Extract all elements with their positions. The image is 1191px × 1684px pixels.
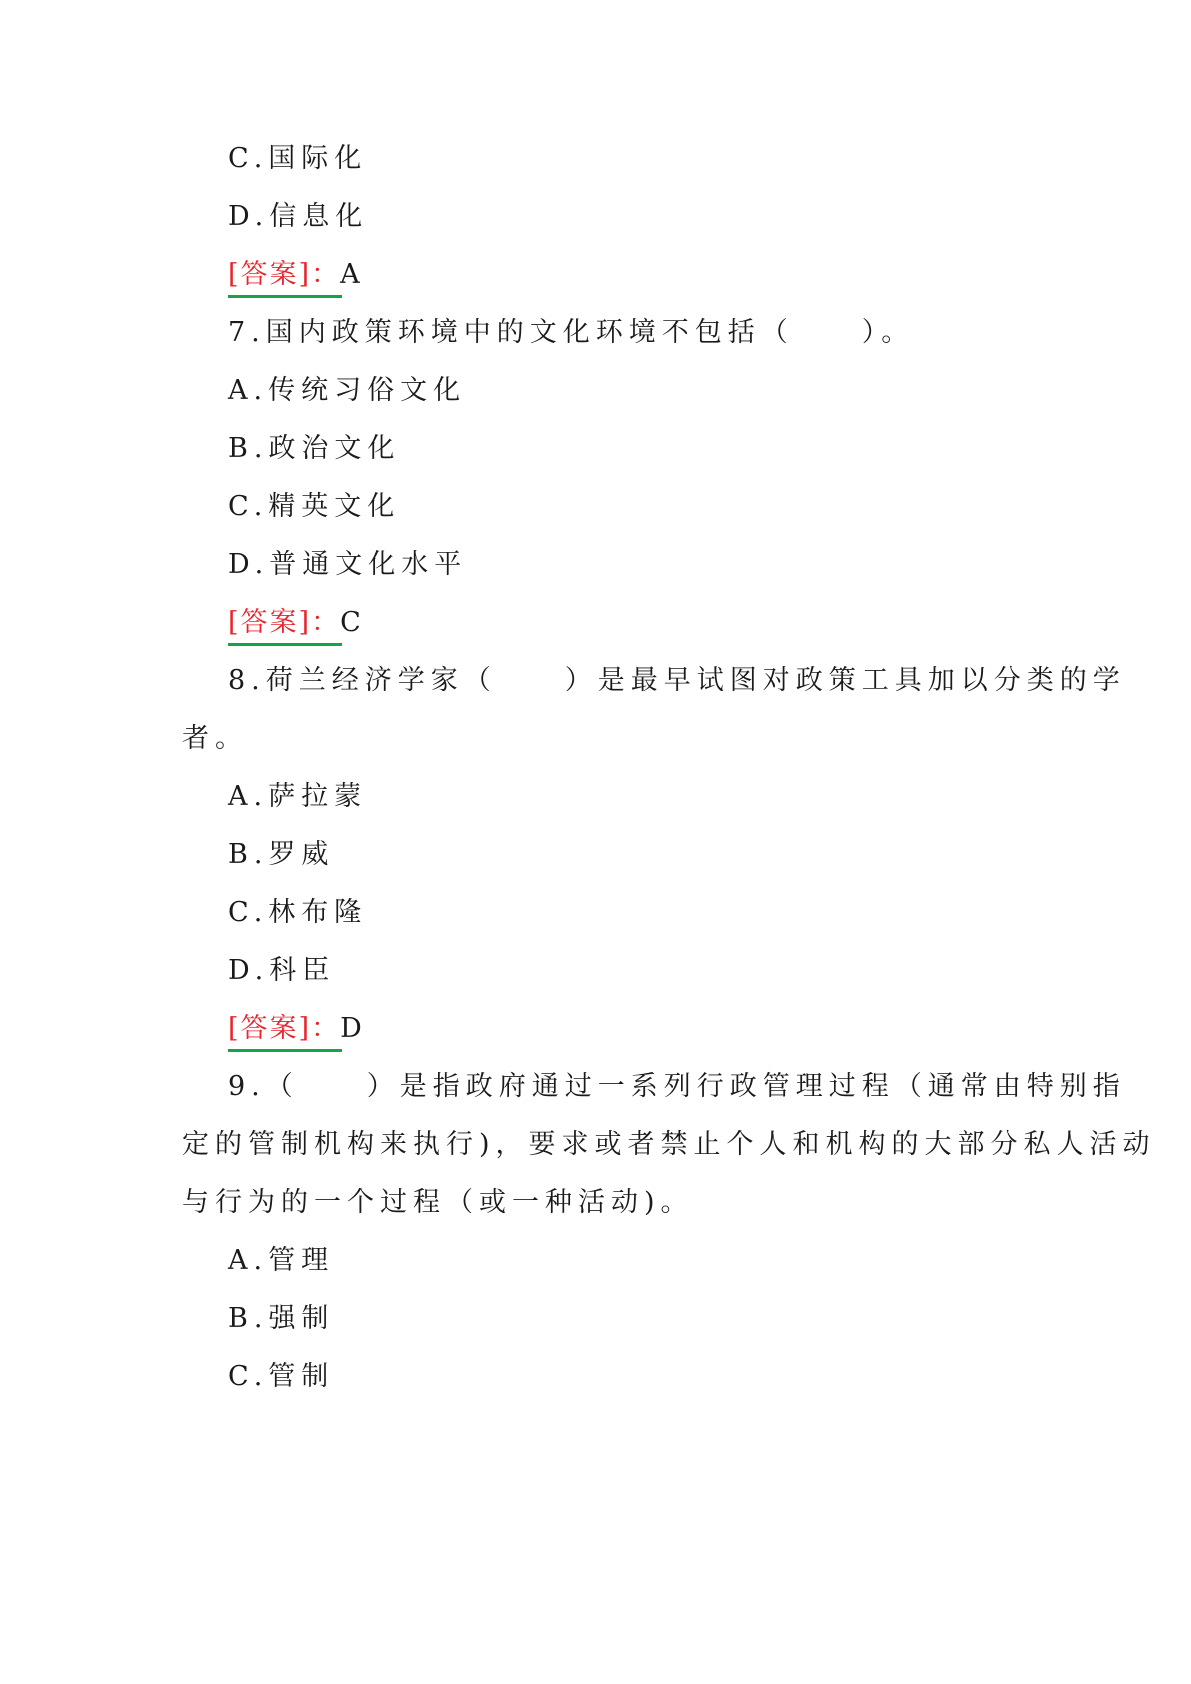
q7-option-d bbox=[228, 548, 467, 582]
q9-stem bbox=[228, 1070, 1126, 1104]
stem-text: ）是指政府通过一系列行政管理过程（通常由特别指 bbox=[366, 1071, 1126, 1102]
stem-text: ）。 bbox=[861, 317, 915, 348]
option-text: 林布隆 bbox=[268, 897, 368, 928]
option-text: 政治文化 bbox=[268, 433, 401, 464]
option-letter: B. bbox=[228, 433, 269, 464]
option-text: 强制 bbox=[268, 1303, 335, 1334]
option-letter: D. bbox=[228, 549, 270, 580]
option-text: 国际化 bbox=[268, 143, 368, 174]
q9-option-a bbox=[228, 1244, 334, 1278]
option-text: 传统习俗文化 bbox=[268, 375, 467, 406]
stem-text: 7.国内政策环境中的文化环境不包括（ bbox=[228, 317, 794, 348]
option-letter: C. bbox=[228, 143, 269, 174]
q6-option-c bbox=[228, 142, 367, 176]
q7-stem bbox=[228, 316, 914, 350]
answer-label: [答案]： bbox=[228, 607, 341, 638]
answer-value: D bbox=[340, 1013, 362, 1044]
q6-answer bbox=[228, 258, 360, 292]
option-letter: B. bbox=[228, 839, 269, 870]
q8-stem-continued: 者。 bbox=[182, 723, 248, 754]
stem-text: ）是最早试图对政策工具加以分类的学 bbox=[564, 665, 1126, 696]
q8-answer bbox=[228, 1012, 362, 1046]
option-letter: C. bbox=[228, 897, 269, 928]
q8-option-d bbox=[228, 954, 335, 988]
option-letter: D. bbox=[228, 955, 270, 986]
stem-text: 8.荷兰经济学家（ bbox=[228, 665, 497, 696]
option-letter: D. bbox=[228, 201, 270, 232]
q9-stem-line2: 定的管制机构来执行)，要求或者禁止个人和机构的大部分私人活动 bbox=[182, 1129, 1156, 1160]
q8-option-b bbox=[228, 838, 334, 872]
option-text: 科臣 bbox=[269, 955, 336, 986]
answer-value: C bbox=[340, 607, 361, 638]
answer-value: A bbox=[340, 259, 360, 290]
option-letter: B. bbox=[228, 1303, 269, 1334]
option-text: 精英文化 bbox=[268, 491, 401, 522]
q8-option-a bbox=[228, 780, 367, 814]
option-letter: A. bbox=[228, 1245, 269, 1276]
option-text: 管制 bbox=[268, 1361, 335, 1392]
option-letter: A. bbox=[228, 781, 269, 812]
answer-label: [答案]： bbox=[228, 259, 341, 290]
option-text: 管理 bbox=[268, 1245, 335, 1276]
q9-option-b bbox=[228, 1302, 334, 1336]
option-text: 普通文化水平 bbox=[269, 549, 468, 580]
option-letter: A. bbox=[228, 375, 269, 406]
option-letter: C. bbox=[228, 1361, 269, 1392]
option-text: 信息化 bbox=[269, 201, 369, 232]
q7-option-a bbox=[228, 374, 466, 408]
q7-option-b bbox=[228, 432, 400, 466]
q8-option-c bbox=[228, 896, 367, 930]
option-text: 罗威 bbox=[268, 839, 335, 870]
q9-stem-line3: 与行为的一个过程（或一种活动)。 bbox=[182, 1187, 694, 1218]
q6-option-d bbox=[228, 200, 368, 234]
stem-text: 9.（ bbox=[228, 1071, 299, 1102]
option-letter: C. bbox=[228, 491, 269, 522]
q9-option-c bbox=[228, 1360, 334, 1394]
q8-stem bbox=[228, 664, 1126, 698]
q7-option-c bbox=[228, 490, 400, 524]
answer-label: [答案]： bbox=[228, 1013, 341, 1044]
q7-answer bbox=[228, 606, 361, 640]
option-text: 萨拉蒙 bbox=[268, 781, 368, 812]
